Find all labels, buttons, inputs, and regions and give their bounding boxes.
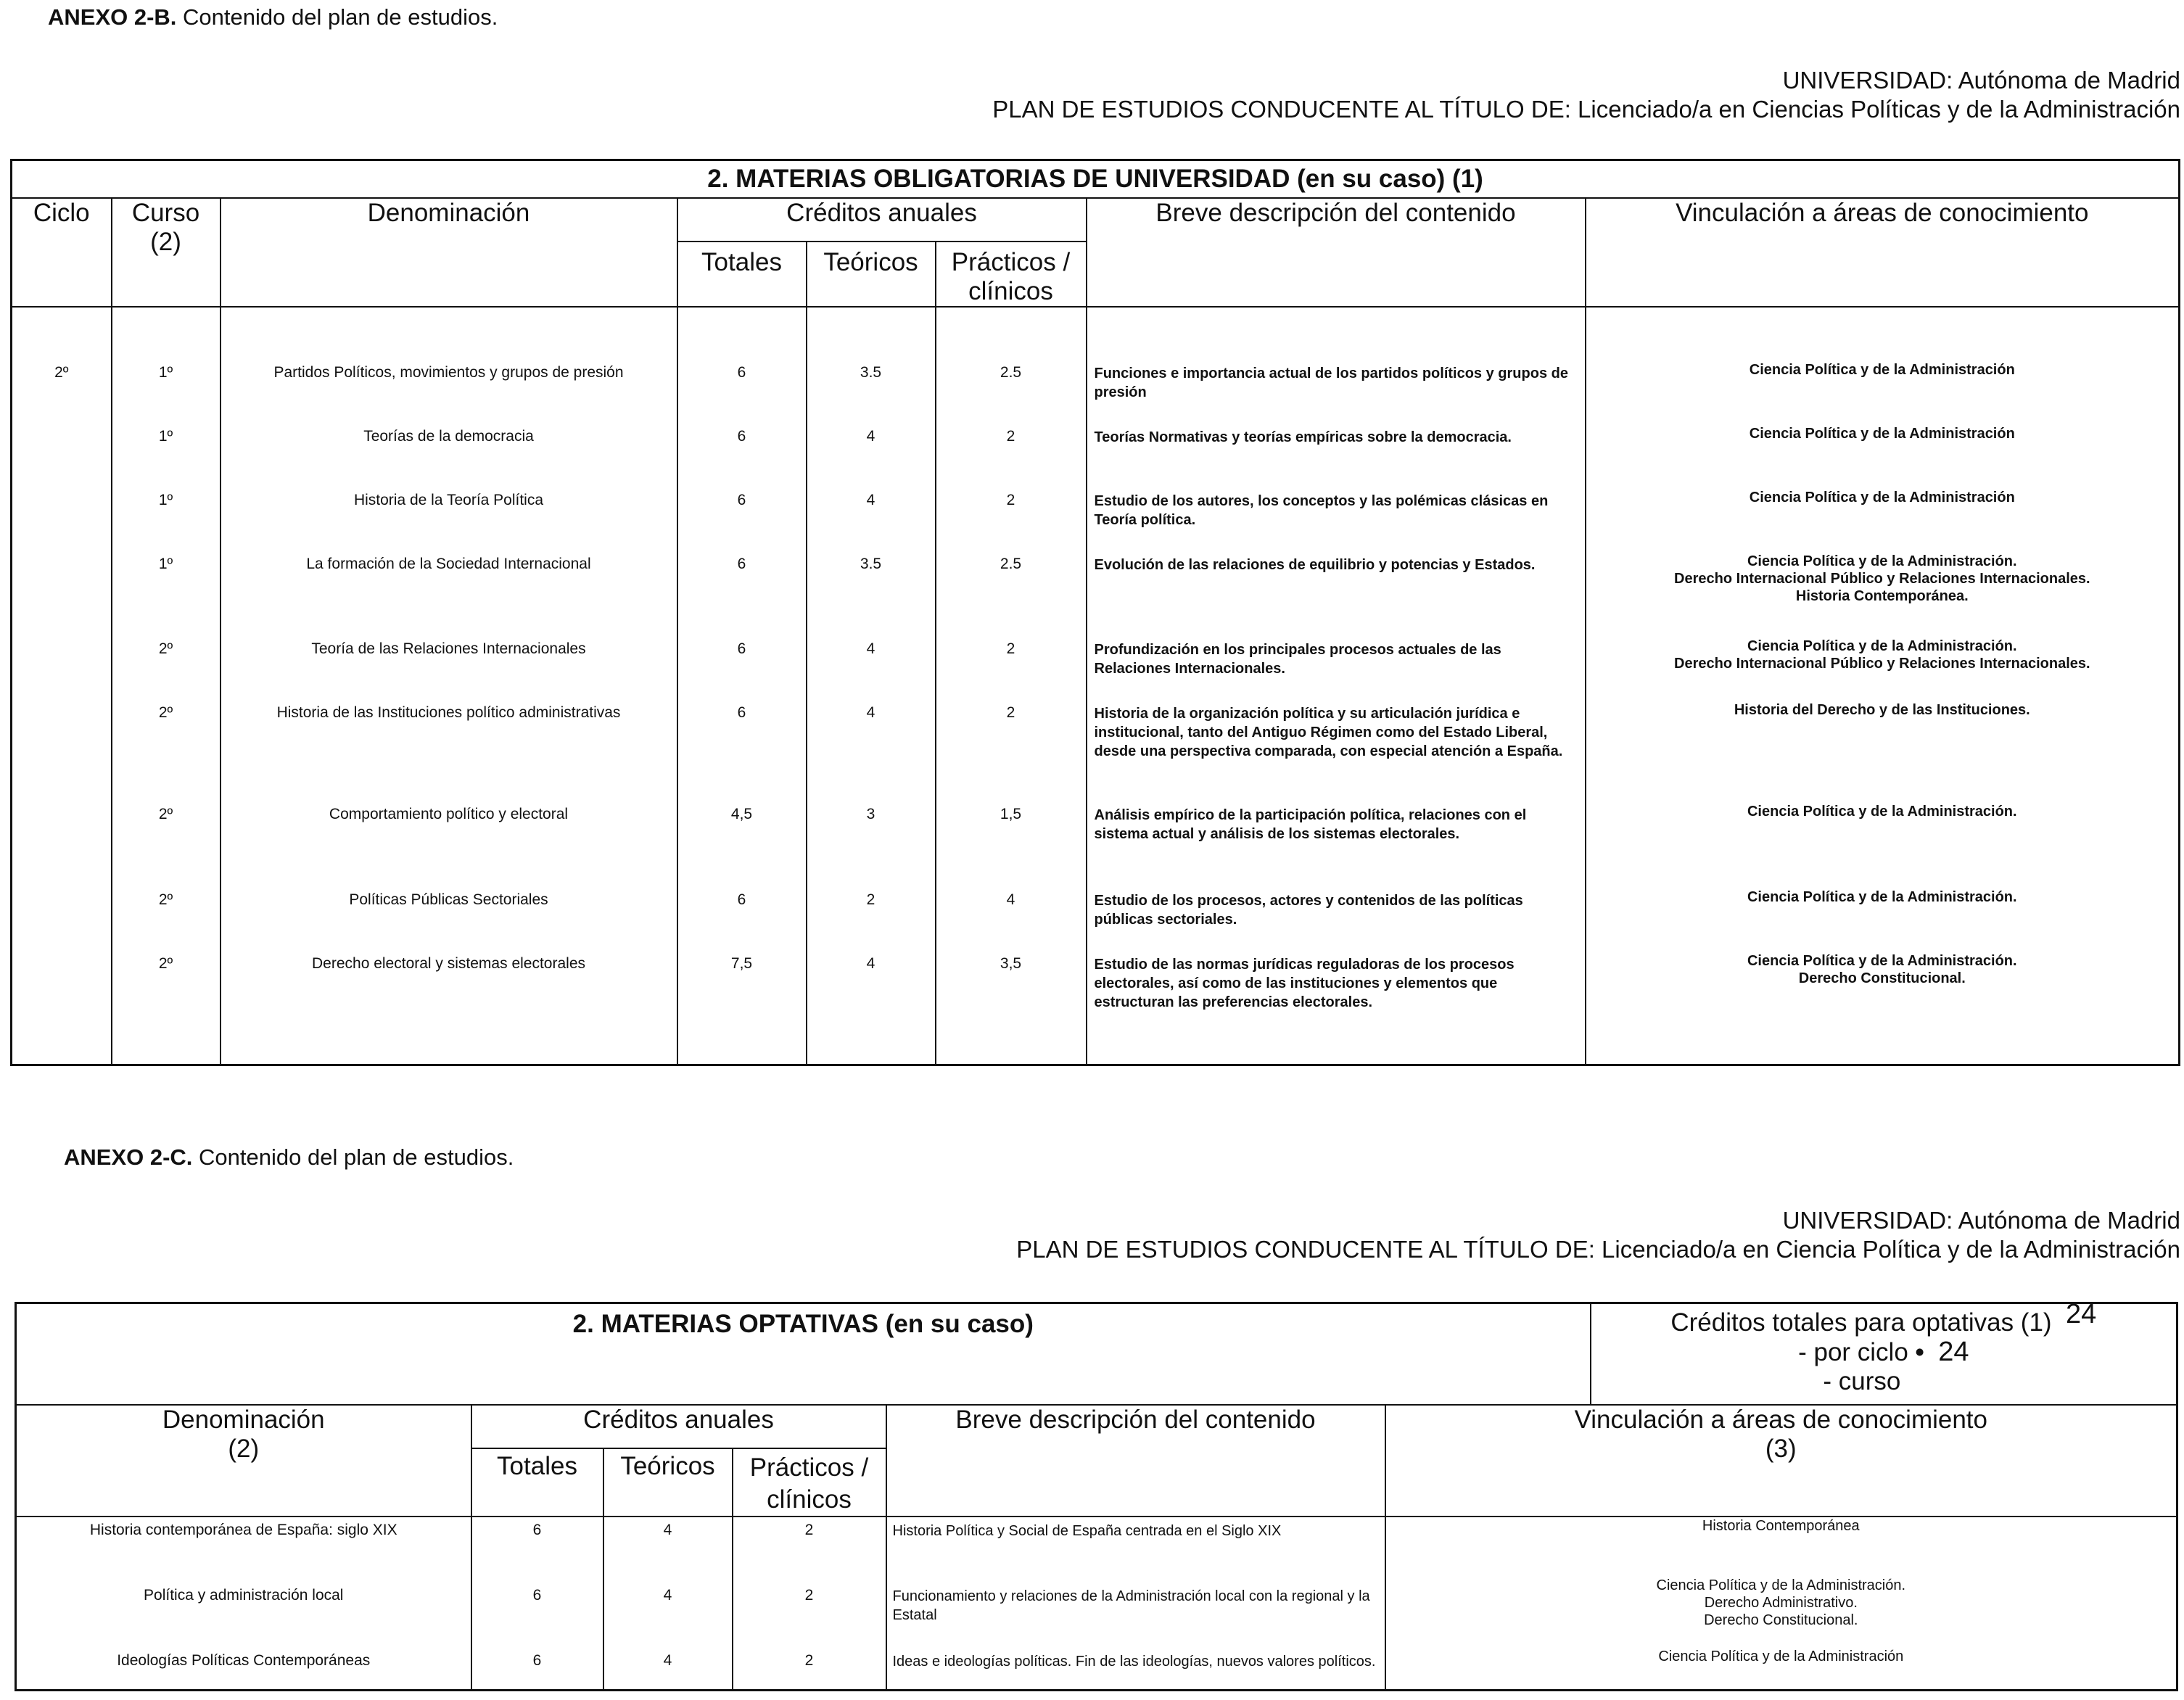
teoricos-cell <box>807 955 935 973</box>
opt-col-teoricos <box>603 1517 733 1691</box>
descripcion-cell <box>1087 704 1585 761</box>
teoricos-line: 3.5 <box>860 364 882 381</box>
descripcion-cell <box>887 1587 1385 1625</box>
descripcion-cell <box>1087 640 1585 678</box>
teoricos-cell <box>604 1652 732 1670</box>
vinculacion-cell <box>1586 952 2179 987</box>
denominacion-cell <box>221 704 677 722</box>
opt-header-descripcion: Breve descripción del contenido <box>886 1405 1385 1517</box>
practicos-cell <box>936 640 1086 658</box>
vinculacion-cell <box>1586 701 2179 719</box>
curso-cell <box>112 891 220 909</box>
vinculacion-line: Derecho Constitucional. <box>1704 1612 1858 1628</box>
teoricos-cell <box>604 1522 732 1539</box>
header-creditos: Créditos anuales <box>677 198 1087 242</box>
denominacion-line: Historia contemporánea de España: siglo XIX <box>89 1521 397 1538</box>
opt-header-totales: Totales <box>471 1448 603 1517</box>
header-practicos <box>936 242 1087 307</box>
practicos-cell <box>936 428 1086 445</box>
annex-c-universidad: UNIVERSIDAD: Autónoma de Madrid <box>1782 1207 2180 1234</box>
por-ciclo-line: - por ciclo • 24 <box>1798 1337 1969 1367</box>
teoricos-line: 2 <box>866 891 875 908</box>
opt-col-descripcion <box>886 1517 1385 1691</box>
descripcion-cell <box>1087 955 1585 1012</box>
curso-line: - curso <box>1823 1367 1901 1395</box>
vinculacion-line: Ciencia Política y de la Administración <box>1749 426 2015 442</box>
curso-cell <box>112 428 220 445</box>
totales-line: 6 <box>532 1651 542 1669</box>
opt-header-practicos <box>733 1448 886 1517</box>
totales-cell <box>678 806 806 823</box>
descripcion-cell <box>1087 806 1585 843</box>
denominacion-cell <box>221 492 677 509</box>
denominacion-line: Política y administración local <box>144 1586 344 1604</box>
header-ciclo: Ciclo <box>12 198 112 307</box>
practicos-line: 2.5 <box>1000 556 1022 572</box>
descripcion-line: Estudio de los autores, los conceptos y las polémicas clásicas en Teoría política. <box>1094 493 1549 528</box>
totales-cell <box>678 640 806 658</box>
practicos-line: 2 <box>1006 640 1015 657</box>
descripcion-line: Teorías Normativas y teorías empíricas sobre la democracia. <box>1094 429 1512 445</box>
descripcion-cell <box>1087 556 1585 574</box>
totales-cell <box>678 704 806 722</box>
vinculacion-line: Derecho Administrativo. <box>1704 1594 1858 1611</box>
vinculacion-line: Ciencia Política y de la Administración. <box>1747 953 2017 969</box>
denominacion-line: Comportamiento político y electoral <box>329 806 569 822</box>
curso-line: 1º <box>158 364 173 381</box>
teoricos-cell <box>807 364 935 381</box>
practicos-cell <box>936 955 1086 973</box>
denominacion-line: Partidos Políticos, movimientos y grupos de presión <box>273 364 624 381</box>
practicos-cell <box>936 492 1086 509</box>
header-curso <box>112 198 221 307</box>
totales-line: 6 <box>737 492 746 508</box>
practicos-line: 2 <box>804 1651 814 1669</box>
practicos-line: 3,5 <box>1000 955 1022 972</box>
curso-cell <box>112 640 220 658</box>
totales-cell <box>472 1652 603 1670</box>
teoricos-line: 4 <box>866 955 875 972</box>
vinculacion-cell <box>1586 803 2179 820</box>
annex-c-label-bold: ANEXO 2-C. <box>64 1144 193 1170</box>
creditos-totales-cell <box>1591 1299 2177 1405</box>
opt-header-practicos-l2: clínicos <box>767 1485 852 1514</box>
vinculacion-line: Ciencia Política y de la Administración <box>1658 1648 1904 1664</box>
curso-line: 1º <box>158 556 173 572</box>
teoricos-line: 4 <box>663 1651 672 1669</box>
teoricos-cell <box>807 556 935 573</box>
practicos-line: 1,5 <box>1000 806 1022 822</box>
col-curso <box>112 307 221 1065</box>
teoricos-cell <box>807 704 935 722</box>
opt-header-creditos: Créditos anuales <box>471 1405 886 1448</box>
totales-line: 6 <box>737 556 746 572</box>
header-vinculacion: Vinculación a áreas de conocimiento <box>1586 198 2180 307</box>
totales-line: 6 <box>737 640 746 657</box>
por-ciclo-label: - por ciclo <box>1798 1338 1908 1366</box>
curso-cell <box>112 704 220 722</box>
practicos-line: 2 <box>804 1521 814 1538</box>
teoricos-line: 4 <box>866 640 875 657</box>
totales-cell <box>472 1522 603 1539</box>
denominacion-line: Historia de la Teoría Política <box>353 492 544 508</box>
practicos-cell <box>936 806 1086 823</box>
curso-cell <box>112 492 220 509</box>
descripcion-line: Historia de la organización política y su articulación jurídica e institucional, tanto del Antiguo Régimen como del Estado Liberal, desde una perspectiva comparada, con especial atención a España. <box>1094 706 1563 759</box>
opt-header-denominacion-note: (2) <box>228 1434 260 1463</box>
vinculacion-line: Derecho Internacional Público y Relaciones Internacionales. <box>1674 656 2090 672</box>
totales-line: 6 <box>737 428 746 445</box>
teoricos-cell <box>604 1587 732 1604</box>
totales-cell <box>678 428 806 445</box>
vinculacion-cell <box>1586 489 2179 506</box>
teoricos-line: 4 <box>866 492 875 508</box>
teoricos-cell <box>807 492 935 509</box>
denominacion-cell <box>221 428 677 445</box>
header-denominacion: Denominación <box>221 198 677 307</box>
col-ciclo <box>12 307 112 1065</box>
col-totales <box>677 307 807 1065</box>
teoricos-cell <box>807 806 935 823</box>
vinculacion-cell <box>1586 888 2179 906</box>
descripcion-cell <box>1087 492 1585 529</box>
denominacion-line: Políticas Públicas Sectoriales <box>349 891 548 908</box>
totales-line: 6 <box>532 1586 542 1604</box>
col-vinculacion <box>1586 307 2180 1065</box>
curso-line: 2º <box>158 640 173 657</box>
obligatorias-title: 2. MATERIAS OBLIGATORIAS DE UNIVERSIDAD (en su caso) (1) <box>12 160 2180 199</box>
opt-header-vinculacion-note: (3) <box>1765 1434 1797 1463</box>
teoricos-line: 3 <box>866 806 875 822</box>
creditos-totales-label: Créditos totales para optativas (1) <box>1670 1308 2052 1337</box>
opt-header-denominacion <box>16 1405 471 1517</box>
totales-line: 4,5 <box>730 806 753 822</box>
curso-cell <box>112 556 220 573</box>
ciclo-line: 2º <box>54 364 69 381</box>
denominacion-line: Teorías de la democracia <box>363 428 534 445</box>
header-curso-label: Curso <box>131 199 200 227</box>
col-practicos <box>936 307 1087 1065</box>
teoricos-line: 4 <box>663 1521 672 1538</box>
curso-cell <box>112 806 220 823</box>
descripcion-cell <box>887 1652 1385 1671</box>
teoricos-line: 3.5 <box>860 556 882 572</box>
vinculacion-line: Derecho Internacional Público y Relaciones Internacionales. <box>1674 571 2090 587</box>
practicos-cell <box>733 1522 886 1539</box>
teoricos-line: 4 <box>866 428 875 445</box>
annex-b-label-rest: Contenido del plan de estudios. <box>176 4 498 30</box>
descripcion-line: Estudio de los procesos, actores y contenidos de las políticas públicas sectoriales. <box>1094 893 1523 928</box>
annex-b-label <box>48 4 498 30</box>
vinculacion-cell <box>1386 1648 2177 1665</box>
opt-col-vinculacion <box>1385 1517 2177 1691</box>
practicos-cell <box>936 704 1086 722</box>
vinculacion-cell <box>1386 1517 2177 1535</box>
vinculacion-line: Historia Contemporánea. <box>1795 588 1969 604</box>
annex-c-label <box>64 1144 514 1171</box>
practicos-cell <box>733 1587 886 1604</box>
descripcion-cell <box>1087 428 1585 447</box>
por-ciclo-value: 24 <box>1938 1337 1969 1367</box>
teoricos-line: 4 <box>866 704 875 721</box>
denominacion-line: Derecho electoral y sistemas electorales <box>312 955 585 972</box>
annex-c-label-rest: Contenido del plan de estudios. <box>192 1144 514 1170</box>
descripcion-line: Historia Política y Social de España centrada en el Siglo XIX <box>892 1522 1282 1539</box>
header-curso-note: (2) <box>150 228 181 256</box>
opt-header-practicos-l1: Prácticos / <box>749 1453 869 1482</box>
descripcion-cell <box>1087 364 1585 402</box>
teoricos-cell <box>807 640 935 658</box>
annex-b-plan: PLAN DE ESTUDIOS CONDUCENTE AL TÍTULO DE: Licenciado/a en Ciencias Políticas y de la Administración <box>992 96 2180 123</box>
denominacion-cell <box>221 556 677 573</box>
denominacion-cell <box>17 1522 471 1539</box>
col-denominacion <box>221 307 677 1065</box>
curso-line: 1º <box>158 492 173 508</box>
vinculacion-line: Ciencia Política y de la Administración <box>1749 362 2015 378</box>
annex-c-plan: PLAN DE ESTUDIOS CONDUCENTE AL TÍTULO DE: Licenciado/a en Ciencia Política y de la Administración <box>1016 1236 2180 1263</box>
totales-cell <box>678 364 806 381</box>
practicos-line: 2.5 <box>1000 364 1022 381</box>
opt-header-vinculacion <box>1385 1405 2177 1517</box>
vinculacion-line: Ciencia Política y de la Administración. <box>1747 638 2017 654</box>
creditos-totales-value: 24 <box>2066 1299 2097 1329</box>
vinculacion-line: Ciencia Política y de la Administración. <box>1747 889 2017 905</box>
ciclo-cell <box>12 364 111 381</box>
practicos-cell <box>936 891 1086 909</box>
denominacion-cell <box>17 1587 471 1604</box>
practicos-line: 2 <box>1006 492 1015 508</box>
denominacion-line: Ideologías Políticas Contemporáneas <box>117 1651 371 1669</box>
totales-cell <box>678 556 806 573</box>
vinculacion-line: Ciencia Política y de la Administración <box>1749 490 2015 506</box>
descripcion-line: Funciones e importancia actual de los partidos políticos y grupos de presión <box>1094 366 1568 400</box>
header-descripcion: Breve descripción del contenido <box>1087 198 1586 307</box>
curso-line: 1º <box>158 428 173 445</box>
descripcion-line: Profundización en los principales procesos actuales de las Relaciones Internacionales. <box>1094 642 1501 677</box>
vinculacion-line: Historia Contemporánea <box>1702 1517 1860 1534</box>
totales-cell <box>678 492 806 509</box>
header-totales: Totales <box>677 242 807 307</box>
descripcion-cell <box>1087 891 1585 929</box>
obligatorias-table <box>10 159 2180 1066</box>
denominacion-line: Historia de las Instituciones político administrativas <box>276 704 621 721</box>
totales-line: 6 <box>737 891 746 908</box>
opt-header-denominacion-label: Denominación <box>162 1405 325 1434</box>
optativas-title: 2. MATERIAS OPTATIVAS (en su caso) <box>16 1303 1591 1405</box>
opt-header-vinculacion-label: Vinculación a áreas de conocimiento <box>1574 1405 1987 1434</box>
curso-line: 2º <box>158 955 173 972</box>
denominacion-cell <box>221 955 677 973</box>
header-teoricos: Teóricos <box>807 242 936 307</box>
vinculacion-line: Ciencia Política y de la Administración. <box>1747 553 2017 569</box>
descripcion-line: Estudio de las normas jurídicas reguladoras de los procesos electorales, así como de las instituciones y elementos que estructuran las preferencias electorales. <box>1094 957 1515 1010</box>
vinculacion-line: Historia del Derecho y de las Instituciones. <box>1734 702 2030 718</box>
denominacion-cell <box>221 640 677 658</box>
annex-b-label-bold: ANEXO 2-B. <box>48 4 177 30</box>
totales-cell <box>678 891 806 909</box>
denominacion-line: Teoría de las Relaciones Internacionales <box>311 640 586 657</box>
vinculacion-cell <box>1386 1577 2177 1629</box>
teoricos-cell <box>807 891 935 909</box>
opt-col-denominacion <box>16 1517 471 1691</box>
optativas-table <box>15 1299 2178 1691</box>
curso-line: 2º <box>158 891 173 908</box>
practicos-line: 2 <box>804 1586 814 1604</box>
annex-b-universidad: UNIVERSIDAD: Autónoma de Madrid <box>1782 67 2180 94</box>
vinculacion-line: Ciencia Política y de la Administración. <box>1656 1577 1906 1593</box>
denominacion-line: La formación de la Sociedad Internacional <box>306 556 591 572</box>
descripcion-line: Ideas e ideologías políticas. Fin de las ideologías, nuevos valores políticos. <box>892 1653 1376 1670</box>
vinculacion-line: Ciencia Política y de la Administración. <box>1747 804 2017 820</box>
practicos-line: 2 <box>1006 428 1015 445</box>
curso-cell <box>112 364 220 381</box>
vinculacion-cell <box>1586 425 2179 442</box>
totales-line: 6 <box>532 1521 542 1538</box>
curso-line: 2º <box>158 704 173 721</box>
vinculacion-cell <box>1586 553 2179 605</box>
descripcion-cell <box>887 1522 1385 1540</box>
vinculacion-line: Derecho Constitucional. <box>1798 970 1966 986</box>
descripcion-line: Análisis empírico de la participación política, relaciones con el sistema actual y análisis de los sistemas electorales. <box>1094 807 1527 842</box>
practicos-line: 2 <box>1006 704 1015 721</box>
denominacion-cell <box>221 891 677 909</box>
creditos-totales-line <box>1591 1299 2177 1337</box>
descripcion-line: Funcionamiento y relaciones de la Administración local con la regional y la Estatal <box>892 1588 1370 1623</box>
col-descripcion <box>1087 307 1586 1065</box>
opt-col-practicos <box>733 1517 886 1691</box>
denominacion-cell <box>17 1652 471 1670</box>
descripcion-line: Evolución de las relaciones de equilibrio y potencias y Estados. <box>1094 557 1536 573</box>
totales-cell <box>678 955 806 973</box>
opt-header-teoricos: Teóricos <box>603 1448 733 1517</box>
totales-line: 6 <box>737 364 746 381</box>
curso-cell <box>112 955 220 973</box>
totales-line: 6 <box>737 704 746 721</box>
opt-col-totales <box>471 1517 603 1691</box>
header-practicos-l2: clínicos <box>968 277 1053 305</box>
vinculacion-cell <box>1586 361 2179 379</box>
practicos-cell <box>936 556 1086 573</box>
vinculacion-cell <box>1586 638 2179 672</box>
totales-line: 7,5 <box>730 955 753 972</box>
teoricos-cell <box>807 428 935 445</box>
curso-line: 2º <box>158 806 173 822</box>
practicos-line: 4 <box>1006 891 1015 908</box>
practicos-cell <box>733 1652 886 1670</box>
col-teoricos <box>807 307 936 1065</box>
totales-cell <box>472 1587 603 1604</box>
teoricos-line: 4 <box>663 1586 672 1604</box>
denominacion-cell <box>221 806 677 823</box>
practicos-cell <box>936 364 1086 381</box>
header-practicos-l1: Prácticos / <box>951 248 1071 276</box>
denominacion-cell <box>221 364 677 381</box>
